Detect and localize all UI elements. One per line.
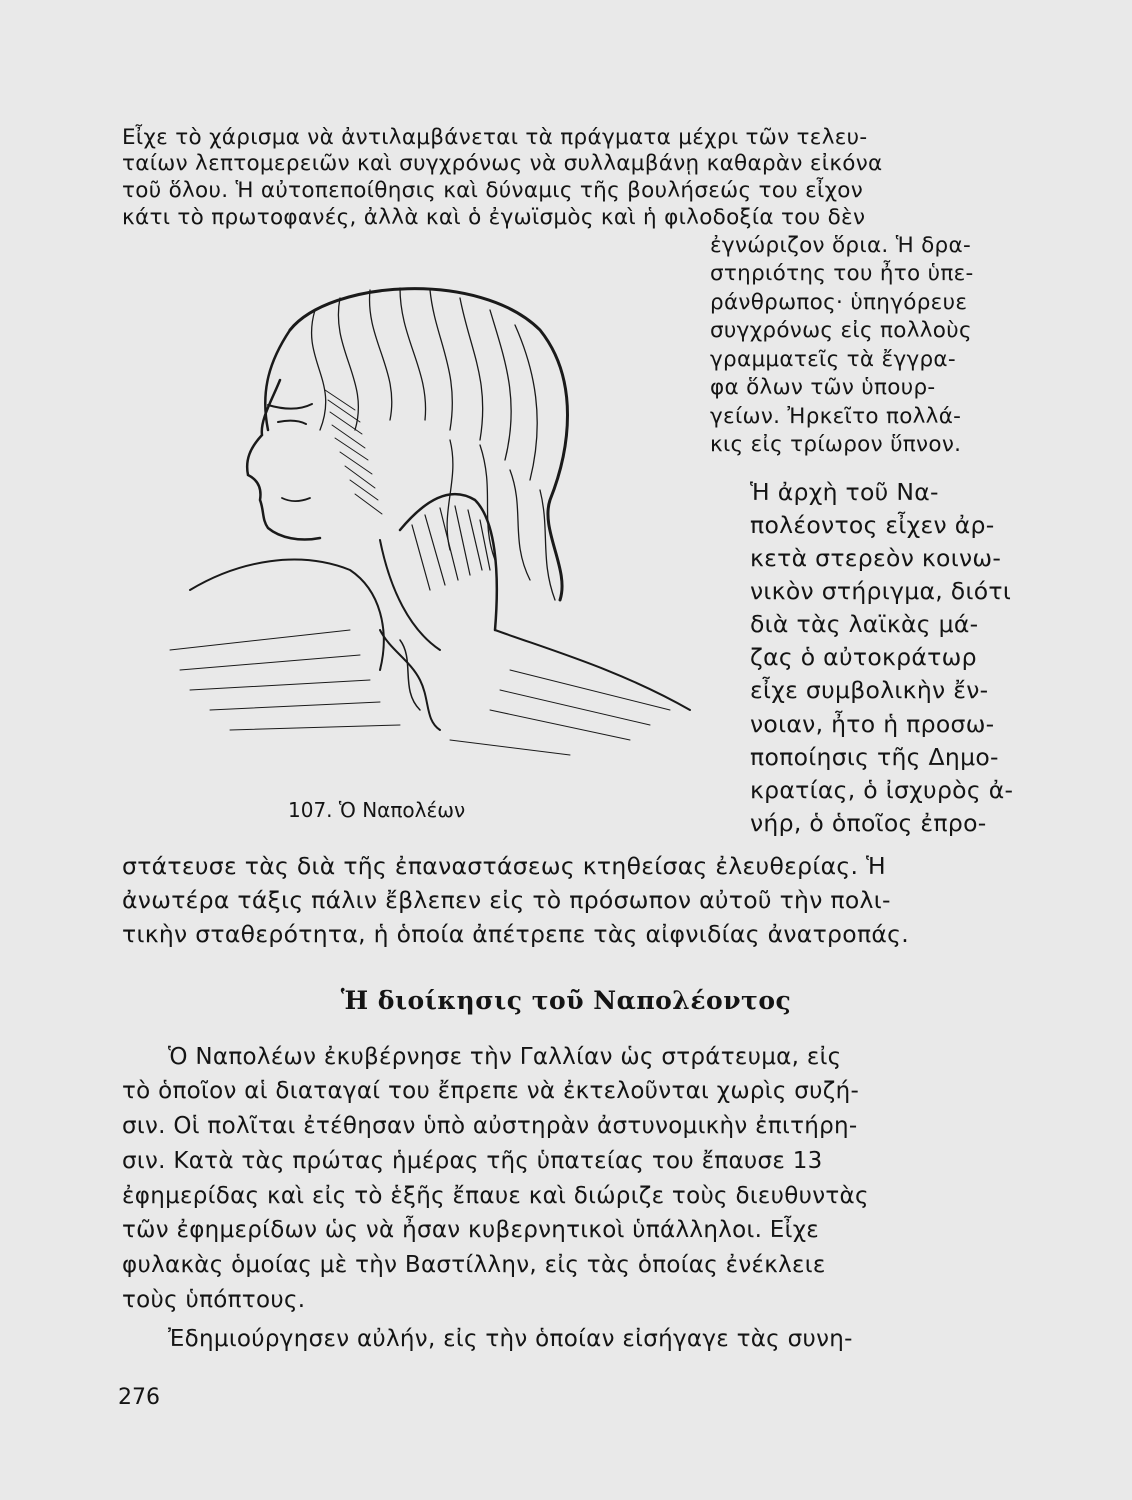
text-line: νήρ, ὁ ὁποῖος ἐπρο- [750,809,987,837]
text-line: ζας ὁ αὐτοκράτωρ [750,643,977,671]
text-line: σιν. Κατὰ τὰς πρώτας ἡμέρας τῆς ὑπατείας του ἔπαυσε 13 [122,1148,823,1174]
text-line: στηριότης του ἦτο ὑπε- [710,261,974,286]
text-line: διὰ τὰς λαϊκὰς μά- [750,610,979,638]
text-line: ποποίησις τῆς Δημο- [750,743,999,771]
text-line: σιν. Οἱ πολῖται ἐτέθησαν ὑπὸ αὐστηρὰν ἀστυνομικὴν ἐπιτήρη- [122,1113,858,1139]
text-line: ἐγνώριζον ὅρια. Ἡ δρα- [710,233,972,258]
text-line: Ἐδημιούργησεν αὐλήν, εἰς τὴν ὁποίαν εἰσήγαγε τὰς συνη- [168,1326,853,1352]
text-line: ράνθρωπος· ὑπηγόρευε [710,290,968,315]
text-line: Ἡ ἀρχὴ τοῦ Να- [750,478,939,506]
text-line: στάτευσε τὰς διὰ τῆς ἐπαναστάσεως κτηθείσας ἐλευθερίας. Ἡ [122,852,886,880]
text-line: κρατίας, ὁ ἰσχυρὸς ἀ- [750,776,1014,804]
text-line: φυλακὰς ὁμοίας μὲ τὴν Βαστίλλην, εἰς τὰς ὁποίας ἐνέκλειε [122,1252,826,1278]
text-line: γείων. Ἠρκεῖτο πολλά- [710,404,962,429]
text-line: νοιαν, ἦτο ἡ προσω- [750,710,995,738]
text-line: Εἶχε τὸ χάρισμα νὰ ἀντιλαμβάνεται τὰ πράγματα μέχρι τῶν τελευ- [122,125,868,150]
text-line: συγχρόνως εἰς πολλοὺς [710,318,972,343]
section-heading: Ἡ διοίκησις τοῦ Ναπολέοντος [340,986,792,1015]
text-line: ταίων λεπτομερειῶν καὶ συγχρόνως νὰ συλλαμβάνῃ καθαρὰν εἰκόνα [122,151,883,176]
text-line: ἀνωτέρα τάξις πάλιν ἔβλεπεν εἰς τὸ πρόσωπον αὐτοῦ τὴν πολι- [122,886,891,914]
text-line: τοὺς ὑπόπτους. [122,1287,306,1313]
text-line: Ὁ Ναπολέων ἐκυβέρνησε τὴν Γαλλίαν ὡς στράτευμα, εἰς [168,1044,842,1070]
text-line: τικὴν σταθερότητα, ἡ ὁποία ἀπέτρεπε τὰς αἰφνιδίας ἀνατροπάς. [122,920,910,948]
text-line: εἶχε συμβολικὴν ἔν- [750,676,989,704]
text-line: ἐφημερίδας καὶ εἰς τὸ ἑξῆς ἔπαυε καὶ διώριζε τοὺς διευθυντὰς [122,1183,869,1209]
text-line: κετὰ στερεὸν κοινω- [750,544,1002,572]
text-line: κις εἰς τρίωρον ὕπνον. [710,432,962,457]
text-line: φα ὅλων τῶν ὑπουρ- [710,375,936,400]
text-line: πολέοντος εἶχεν ἀρ- [750,511,995,539]
napoleon-portrait-illustration [150,270,705,760]
text-line: τὸ ὁποῖον αἱ διαταγαί του ἔπρεπε νὰ ἐκτελοῦνται χωρὶς συζή- [122,1078,860,1104]
text-line: τῶν ἐφημερίδων ὡς νὰ ἦσαν κυβερνητικοὶ ὑπάλληλοι. Εἶχε [122,1217,820,1243]
text-line: κάτι τὸ πρωτοφανές, ἀλλὰ καὶ ὁ ἐγωϊσμὸς καὶ ἡ φιλοδοξία του δὲν [122,205,866,230]
page-number: 276 [118,1385,160,1410]
text-line: νικὸν στήριγμα, διότι [750,577,1012,605]
text-line: γραμματεῖς τὰ ἔγγρα- [710,347,956,372]
figure-caption: 107. Ὁ Ναπολέων [288,798,466,822]
text-line: τοῦ ὅλου. Ἡ αὐτοπεποίθησις καὶ δύναμις τῆς βουλήσεώς του εἶχον [122,178,864,203]
